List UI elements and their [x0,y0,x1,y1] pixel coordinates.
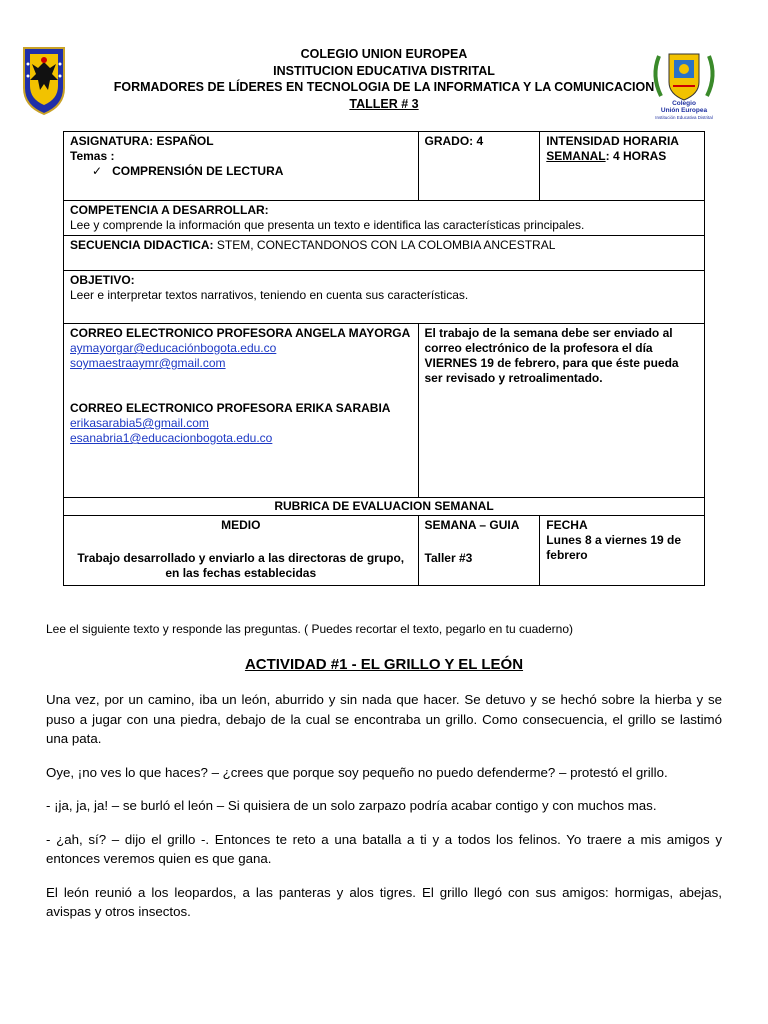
week-cell [418,516,540,586]
school-name: COLEGIO UNION EUROPEA [300,47,468,61]
competence-text: Lee y comprende la información que presenta un texto e identifica las características principales. [70,218,585,232]
topic-item [70,164,412,179]
submission-instructions: El trabajo de la semana debe ser enviado al correo electrónico de la profesora el día VIERNES 19 de febrero, para que éste pueda ser revisado y retroalimentado. [418,324,705,498]
objective-text: Leer e interpretar textos narrativos, teniendo en cuenta sus características. [70,288,469,302]
competence-label: COMPETENCIA A DESARROLLAR: [70,203,269,217]
medium-cell [64,516,419,586]
date-label: FECHA [546,518,588,532]
objective-cell [64,271,705,324]
subject-cell [64,132,419,201]
medium-text: Trabajo desarrollado y enviarlo a las directoras de grupo, en las fechas establecidas [77,551,405,580]
checkmark-icon: ✓ [92,164,103,178]
story-text [46,690,722,936]
story-paragraph: - ¿ah, sí? – dijo el grillo -. Entonces te reto a una batalla a ti y a todos los felinos. Yo traere a mis amigos y entonces veremos quien es que gana. [46,831,722,866]
reading-instructions: Lee el siguiente texto y responde las preguntas. ( Puedes recortar el texto, pegarlo en tu cuaderno) [46,622,573,636]
crest-text-3: Institución Educativa Distrital [655,115,713,120]
crest-text-1: Colegio [672,100,696,107]
emails-cell [64,324,419,498]
teacher2-email-link-2[interactable]: esanabria1@educacionbogota.edu.co [70,431,273,445]
story-paragraph: - ¡ja, ja, ja! – se burló el león – Si quisiera de un solo zarpazo podría acabar contigo y con muchos mas. [46,798,657,813]
date-value: Lunes 8 a viernes 19 de febrero [546,533,682,562]
institution-type: INSTITUCION EDUCATIVA DISTRITAL [273,63,495,78]
medium-label: MEDIO [221,518,261,532]
teacher2-email-link-1[interactable]: erikasarabia5@gmail.com [70,416,209,430]
sequence-text: STEM, CONECTANDONOS CON LA COLOMBIA ANCESTRAL [213,238,556,252]
story-paragraph: El león reunió a los leopardos, a las panteras y alos tigres. El grillo llegó con sus amigos: hormigas, abejas, avispas y otros insectos. [46,884,722,919]
objective-label: OBJETIVO: [70,273,135,287]
teacher1-email-link-2[interactable]: soymaestraaymr@gmail.com [70,356,226,370]
topics-label: Temas : [70,149,115,163]
date-cell [540,516,705,586]
topic-text: COMPRENSIÓN DE LECTURA [112,164,284,178]
subject: ASIGNATURA: ESPAÑOL [70,134,214,148]
teacher1-email-link-1[interactable]: aymayorgar@educaciónbogota.edu.co [70,341,277,355]
hours-label: INTENSIDAD HORARIA [546,134,679,148]
crest-text-2: Unión Europea [660,107,708,114]
document-header [0,46,768,112]
activity-title: ACTIVIDAD #1 - EL GRILLO Y EL LEÓN [244,656,524,673]
teacher2-email-label: CORREO ELECTRONICO PROFESORA ERIKA SARABIA [70,401,391,415]
grade: GRADO: 4 [418,132,540,201]
sequence-cell [64,236,705,271]
sequence-label: SECUENCIA DIDACTICA: [70,238,214,252]
workshop-number: TALLER # 3 [349,96,419,111]
story-paragraph: Oye, ¡no ves lo que haces? – ¿crees que porque soy pequeño no puedo defenderme? – protestó el grillo. [46,764,668,780]
weekly-label: SEMANAL [546,149,606,163]
teacher1-email-label: CORREO ELECTRONICO PROFESORA ANGELA MAYORGA [70,326,411,340]
school-motto: FORMADORES DE LÍDERES EN TECNOLOGIA DE LA INFORMATICA Y LA COMUNICACION [113,80,655,94]
week-label: SEMANA – GUIA [424,518,520,532]
week-value: Taller #3 [424,551,473,565]
info-table [63,131,705,586]
story-paragraph: Una vez, por un camino, iba un león, aburrido y sin nada que hacer. Se detuvo y se hechó sobre la hierba y se puso a jugar con una piedra, debajo de la cual se encontraba un grillo. Como consecuencia, el grillo se lastimó una pata. [46,692,722,746]
weekly-value: : 4 HORAS [605,149,667,163]
competence-cell [64,201,705,236]
rubric-title: RUBRICA DE EVALUACION SEMANAL [64,498,705,516]
hours-cell [540,132,705,201]
